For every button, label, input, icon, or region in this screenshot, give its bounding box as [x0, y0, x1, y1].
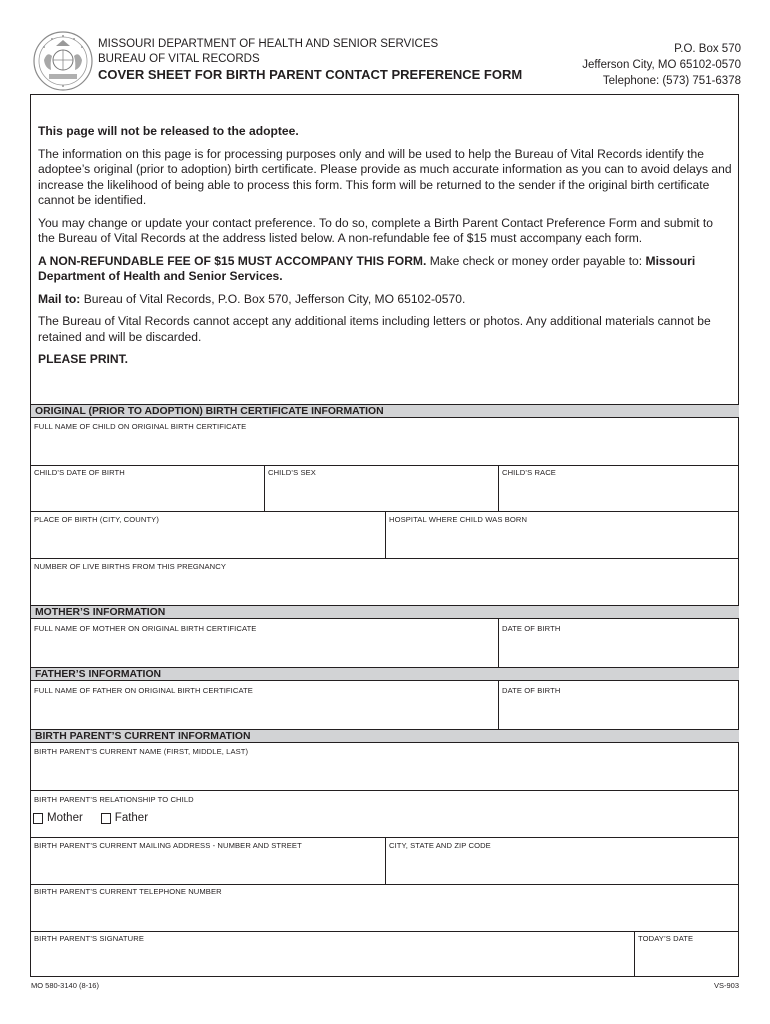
father-full-name-label: FULL NAME OF FATHER ON ORIGINAL BIRTH CERTIFICATE — [34, 686, 253, 695]
father-option-label: Father — [114, 812, 149, 824]
father-dob-field[interactable] — [499, 681, 739, 729]
child-dob-field[interactable] — [31, 466, 264, 511]
please-print: PLEASE PRINT. — [38, 352, 129, 366]
missouri-seal-icon — [32, 30, 94, 92]
section-current-information: BIRTH PARENT’S CURRENT INFORMATION — [31, 729, 739, 743]
bureau-name: BUREAU OF VITAL RECORDS — [98, 53, 260, 65]
mother-option-label: Mother — [47, 812, 83, 824]
hospital-label: HOSPITAL WHERE CHILD WAS BORN — [389, 515, 528, 524]
current-name-label: BIRTH PARENT’S CURRENT NAME (FIRST, MIDDLE, LAST) — [34, 747, 249, 756]
purpose-paragraph: The information on this page is for processing purposes only and will be used to help the Bureau of Vital Records identify the adoptee’s original (prior to adoption) birth certificate. Please provide as much accurate information as you can to avoid delays and increase the likelihood of being able to process this form. This form will be returned to the sender if the original birth certificate cannot be identified. — [38, 146, 732, 207]
address-line-1: P.O. Box 570 — [674, 43, 741, 55]
live-births-field[interactable] — [31, 559, 739, 605]
mother-full-name-label: FULL NAME OF MOTHER ON ORIGINAL BIRTH CERTIFICATE — [34, 624, 257, 633]
fee-paragraph — [38, 254, 732, 285]
relationship-options — [33, 812, 166, 824]
mail-address: Bureau of Vital Records, P.O. Box 570, Jefferson City, MO 65102-0570. — [80, 291, 466, 306]
mail-paragraph — [38, 292, 732, 308]
child-full-name-label: FULL NAME OF CHILD ON ORIGINAL BIRTH CERTIFICATE — [34, 422, 247, 431]
fee-instructions: Make check or money order payable to: — [426, 253, 646, 268]
child-sex-label: CHILD’S SEX — [268, 468, 316, 477]
update-paragraph: You may change or update your contact preference. To do so, complete a Birth Parent Contact Preference Form and submit to the Bureau of Vital Records at the address listed below. A non-refundable fee of $15 must accompany each form. — [38, 215, 713, 245]
mail-label: Mail to: — [38, 291, 81, 306]
father-dob-label: DATE OF BIRTH — [502, 686, 561, 695]
child-race-label: CHILD’S RACE — [502, 468, 556, 477]
city-state-zip-field[interactable] — [386, 838, 739, 884]
mother-dob-field[interactable] — [499, 619, 739, 667]
relationship-mother-option[interactable] — [33, 812, 83, 824]
child-full-name-field[interactable] — [31, 418, 739, 465]
mother-full-name-field[interactable] — [31, 619, 498, 667]
telephone-field[interactable] — [31, 885, 739, 931]
child-dob-label: CHILD’S DATE OF BIRTH — [34, 468, 125, 477]
hospital-field[interactable] — [386, 512, 739, 558]
signature-field[interactable] — [31, 932, 634, 976]
father-checkbox[interactable] — [101, 813, 111, 824]
form-number: MO 580-3140 (8-16) — [31, 981, 99, 990]
telephone-number: Telephone: (573) 751-6378 — [602, 75, 741, 87]
todays-date-label: TODAY’S DATE — [638, 934, 694, 943]
child-sex-field[interactable] — [265, 466, 498, 511]
fee-heading: A NON-REFUNDABLE FEE OF $15 MUST ACCOMPANY THIS FORM. — [38, 253, 427, 268]
fee-payee: Missouri Department of Health and Senior Services. — [38, 253, 696, 283]
instructions-block — [38, 124, 732, 375]
live-births-label: NUMBER OF LIVE BIRTHS FROM THIS PREGNANCY — [34, 562, 227, 571]
divider — [31, 790, 739, 791]
relationship-label: BIRTH PARENT’S RELATIONSHIP TO CHILD — [34, 795, 194, 804]
department-name: MISSOURI DEPARTMENT OF HEALTH AND SENIOR SERVICES — [98, 38, 439, 50]
place-of-birth-label: PLACE OF BIRTH (CITY, COUNTY) — [34, 515, 159, 524]
attachments-paragraph: The Bureau of Vital Records cannot accept any additional items including letters or photos. Any additional materials cannot be retained and will be discarded. — [38, 314, 711, 344]
address-line-2: Jefferson City, MO 65102-0570 — [582, 59, 741, 71]
telephone-label: BIRTH PARENT’S CURRENT TELEPHONE NUMBER — [34, 887, 222, 896]
mailing-address-field[interactable] — [31, 838, 385, 884]
signature-label: BIRTH PARENT’S SIGNATURE — [34, 934, 144, 943]
current-name-field[interactable] — [31, 743, 739, 790]
mother-checkbox[interactable] — [33, 813, 43, 824]
form-title: COVER SHEET FOR BIRTH PARENT CONTACT PREFERENCE FORM — [98, 67, 523, 82]
vs-number: VS-903 — [713, 981, 739, 990]
place-of-birth-field[interactable] — [31, 512, 385, 558]
father-full-name-field[interactable] — [31, 681, 498, 729]
todays-date-field[interactable] — [635, 932, 739, 976]
city-state-zip-label: CITY, STATE AND ZIP CODE — [389, 841, 491, 850]
section-mother: MOTHER’S INFORMATION — [31, 605, 739, 619]
mailing-address-label: BIRTH PARENT’S CURRENT MAILING ADDRESS - NUMBER AND STREET — [34, 841, 302, 850]
mother-dob-label: DATE OF BIRTH — [502, 624, 561, 633]
relationship-father-option[interactable] — [101, 812, 148, 824]
child-race-field[interactable] — [499, 466, 739, 511]
release-notice: This page will not be released to the adoptee. — [38, 124, 299, 138]
section-original-birth-certificate: ORIGINAL (PRIOR TO ADOPTION) BIRTH CERTIFICATE INFORMATION — [31, 404, 739, 418]
section-father: FATHER’S INFORMATION — [31, 667, 739, 681]
